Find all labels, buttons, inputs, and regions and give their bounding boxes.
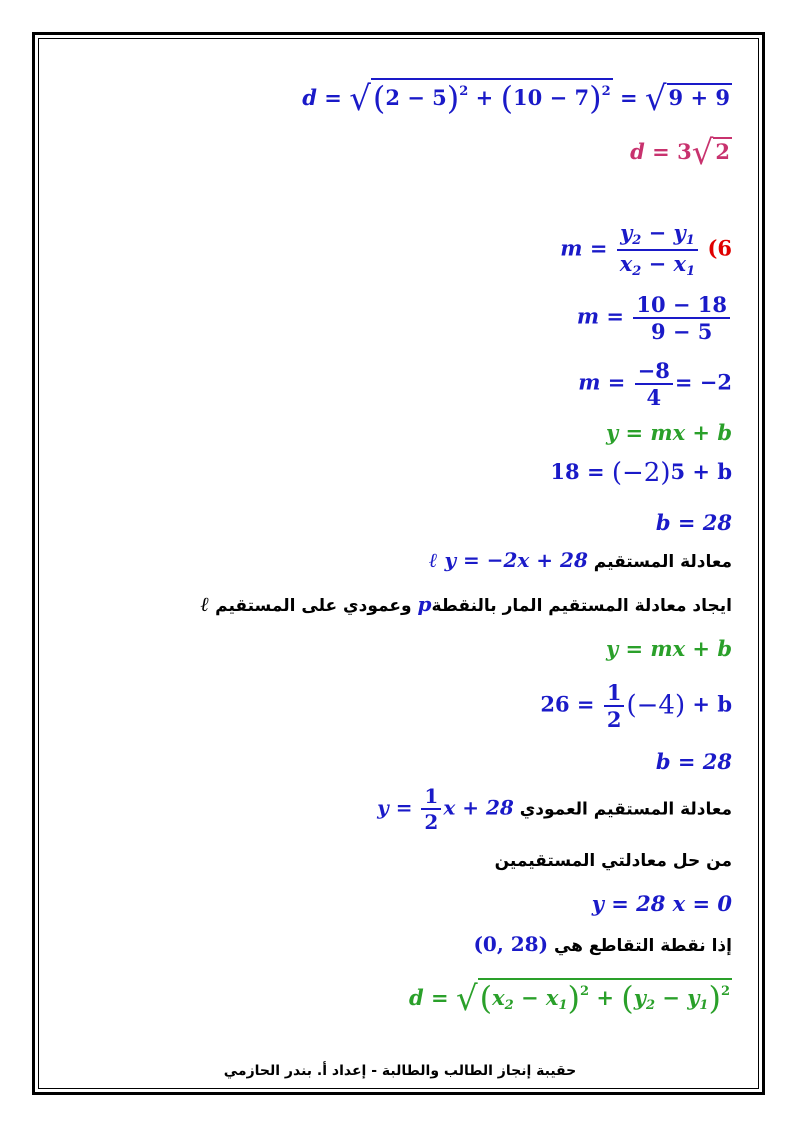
perpendicular-heading: ايجاد معادلة المستقيم المار بالنقطةp وعمودي على المستقيم ℓ [200,592,732,616]
distance-formula: $d = √(x_2 - x_1)^2 + (y_2 - y_1)^2$ [409,979,730,1019]
perpendicular-equation: معادلة المستقيم العمودي y = $\frac{1}{2}$ x + 28 [377,784,732,834]
intersection-point: إذا نقطة التقاطع هي (0, 28) [473,932,732,956]
distance-result: d = 3√2 [630,133,730,173]
slope-value: m = $\frac{-8}{4}$ = −2 [578,358,732,410]
intersection-solution: y = 28 x = 0 [591,891,732,916]
point-substitution: 18 = (−2)5 + b [550,458,732,488]
distance-computation: $d = √(2 - 5)^2 + (10 - 7)^2 = √9 + 9$ [302,79,730,119]
item-number: (6 [707,235,732,261]
slope-formula: m = $\frac{y_2 - y_1}{x_2 - x_1}$ (6 [560,220,732,279]
intercept-value-1: b = 28 [655,510,732,535]
slope-intercept-form-2: y = mx + b [605,636,732,661]
slope-intercept-form-1: y = mx + b [605,420,732,445]
perpendicular-substitution: 26 = $\frac{1}{2}$ (−4) + b [540,680,732,732]
solve-text: من حل معادلتي المستقيمين [494,851,732,871]
page-footer: حقيبة إنجاز الطالب والطالبة - إعداد أ. بندر الحازمي [223,1063,577,1079]
line-equation-label: معادلة المستقيم ℓ y = −2x + 28 [428,548,732,572]
slope-substitution: m = $\frac{10 - 18}{9 - 5}$ [577,294,732,342]
intercept-value-2: b = 28 [655,749,732,774]
